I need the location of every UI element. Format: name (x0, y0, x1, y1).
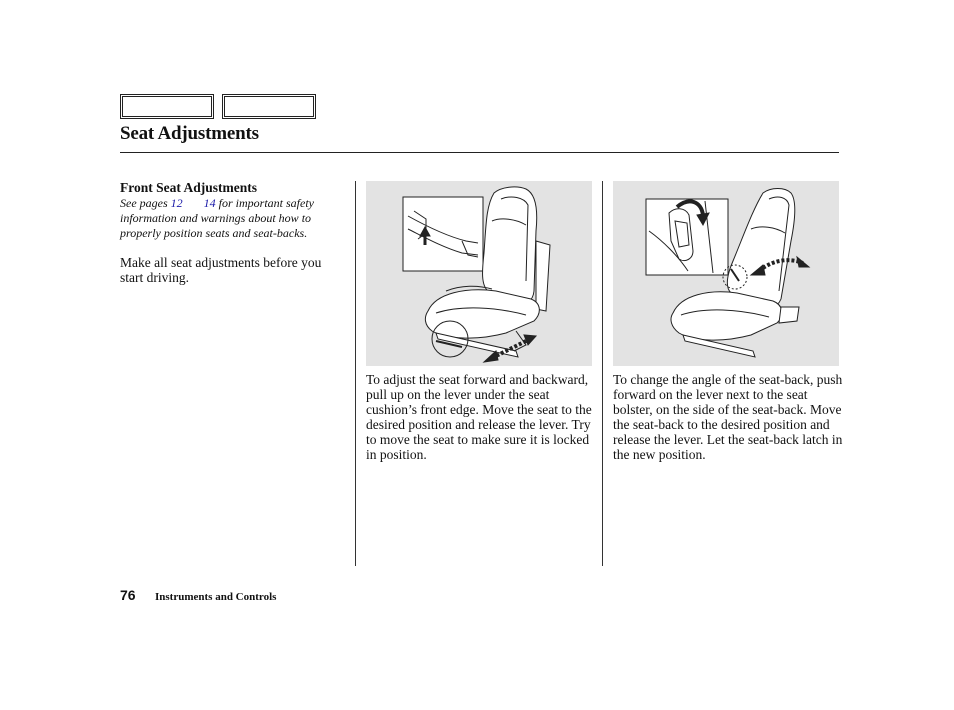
previous-page-button[interactable] (120, 94, 214, 119)
seatback-recline-illustration (613, 181, 839, 366)
seat-slide-illustration (366, 181, 592, 366)
intro-paragraph: Make all seat adjustments before you start driving. (120, 255, 322, 285)
title-divider (120, 152, 839, 153)
page-number: 76 (120, 587, 136, 603)
column-divider (602, 181, 603, 566)
note-prefix: See pages (120, 196, 171, 210)
note-suffix: for important safety information and warnings about how to properly position seats and seat-backs. (120, 196, 314, 240)
page-title: Seat Adjustments (120, 123, 259, 144)
next-page-button[interactable] (222, 94, 316, 119)
page-link-start[interactable]: 12 (170, 196, 183, 210)
column-divider (355, 181, 356, 566)
seat-slide-instructions: To adjust the seat forward and backward, pull up on the lever under the seat cushion’s front edge. Move the seat to the desired position and release the lever. Try to move the seat to make sure it is locked in position. (366, 372, 592, 462)
page-link-end[interactable]: 14 (203, 196, 216, 210)
safety-note (120, 196, 345, 241)
seatback-recline-instructions: To change the angle of the seat-back, push forward on the lever next to the seat bolster, on the side of the seat-back. Move the seat-back to the desired position and release the lever. Let the seat-back latch in the new position. (613, 372, 843, 462)
footer-section-name: Instruments and Controls (155, 591, 277, 603)
section-heading: Front Seat Adjustments (120, 180, 258, 195)
